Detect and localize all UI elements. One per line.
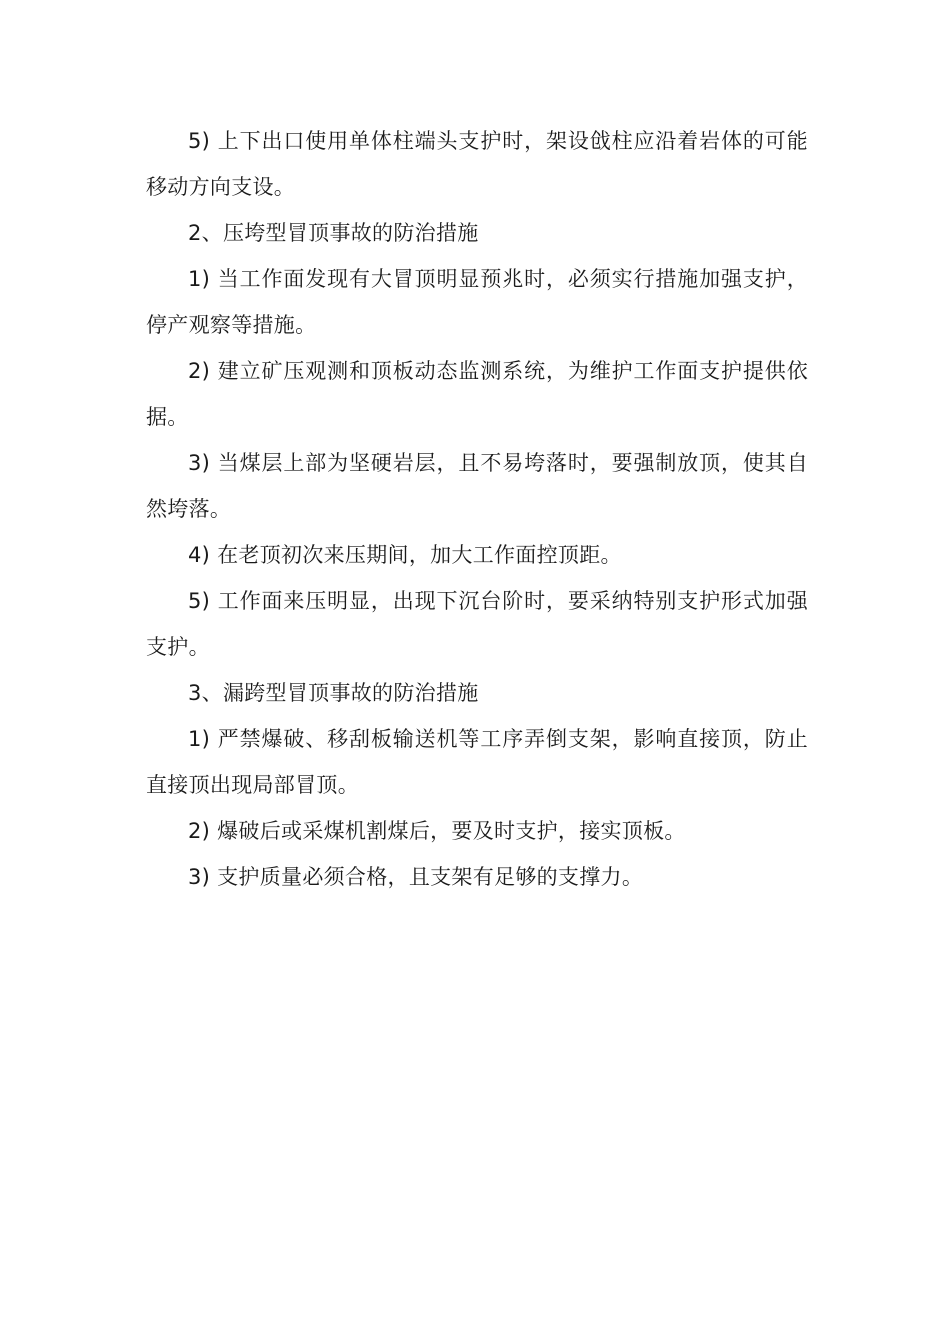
paragraph-roof-control-distance: 4) 在老顶初次来压期间，加大工作面控顶距。: [188, 543, 622, 567]
paragraph-monitoring-system: 2) 建立矿压观测和顶板动态监测系统，为维护工作面支护提供依据。: [146, 359, 808, 429]
paragraph-support-quality: 3) 支护质量必须合格，且支架有足够的支撑力。: [188, 865, 644, 889]
heading-leak-roof-fall: 3、漏跨型冒顶事故的防治措施: [188, 681, 479, 705]
paragraph-special-support: 5) 工作面来压明显，出现下沉台阶时，要采纳特别支护形式加强支护。: [146, 589, 808, 659]
paragraph-prohibit-knockdown: 1) 严禁爆破、移刮板输送机等工序弄倒支架，影响直接顶，防止直接顶出现局部冒顶。: [146, 727, 808, 797]
paragraph-end-support: 5) 上下出口使用单体柱端头支护时，架设戗柱应沿着岩体的可能移动方向支设。: [146, 129, 808, 199]
paragraph-timely-support: 2) 爆破后或采煤机割煤后，要及时支护，接实顶板。: [188, 819, 686, 843]
heading-crush-roof-fall: 2、压垮型冒顶事故的防治措施: [188, 221, 479, 245]
paragraph-strengthen-support: 1) 当工作面发现有大冒顶明显预兆时，必须实行措施加强支护，停产观察等措施。: [146, 267, 808, 337]
document-body: [146, 118, 808, 900]
paragraph-forced-caving: 3) 当煤层上部为坚硬岩层，且不易垮落时，要强制放顶，使其自然垮落。: [146, 451, 808, 521]
